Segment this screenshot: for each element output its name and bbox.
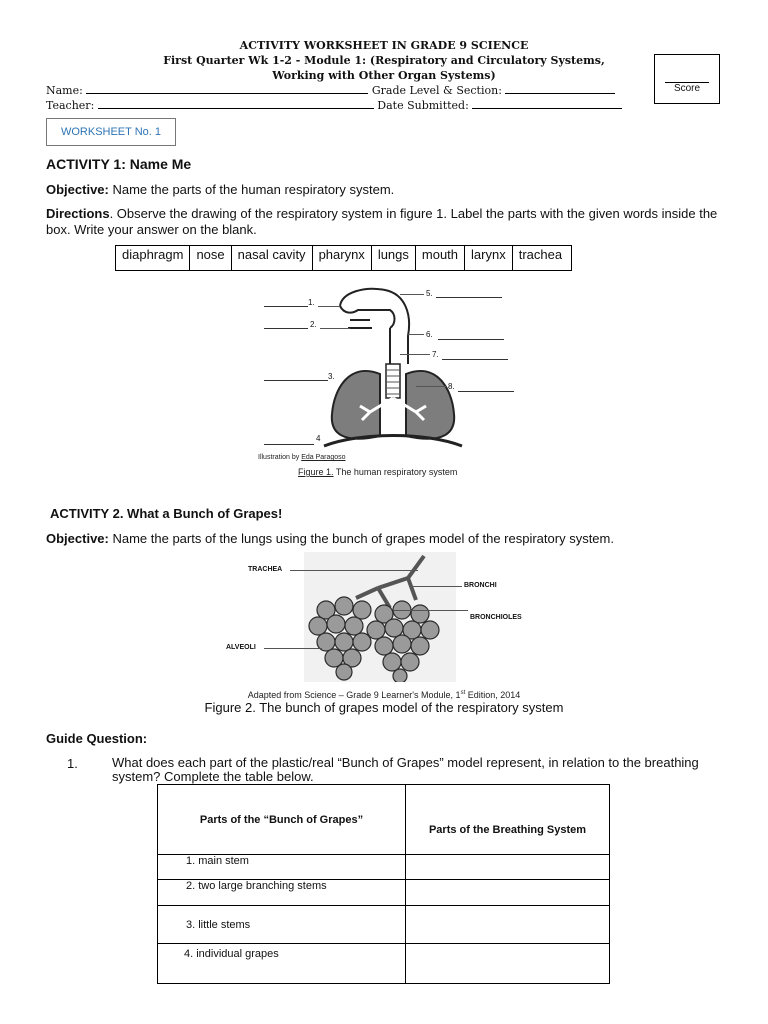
grapes-parts-table bbox=[157, 784, 610, 984]
grade-label: Grade Level & Section: bbox=[371, 84, 502, 97]
objective-text: Name the parts of the human respiratory system. bbox=[112, 182, 395, 197]
figure2-source bbox=[0, 690, 768, 700]
table-row bbox=[158, 906, 610, 944]
objective-text: Name the parts of the lungs using the bunch of grapes model of the respiratory system. bbox=[112, 531, 614, 546]
table-header-grapes: Parts of the “Bunch of Grapes” bbox=[158, 785, 406, 855]
label-6: 6. bbox=[426, 330, 433, 339]
label-7: 7. bbox=[432, 350, 439, 359]
table-cell-grapes-part: 4. individual grapes bbox=[158, 944, 406, 984]
label-alveoli: ALVEOLI bbox=[226, 644, 256, 651]
table-cell-grapes-part: 1. main stem bbox=[158, 855, 406, 880]
source-sup: st bbox=[460, 690, 466, 696]
directions-text: . Observe the drawing of the respiratory system in figure 1. Label the parts with the given words inside the box. Write your answer on the blank. bbox=[46, 206, 718, 237]
guide-question-text: What does each part of the plastic/real “Bunch of Grapes” model represent, in relation to the breathing system? Complete the table below. bbox=[112, 755, 699, 784]
table-header-breathing: Parts of the Breathing System bbox=[406, 785, 610, 855]
word-bank-item: diaphragm bbox=[116, 246, 190, 271]
score-box[interactable] bbox=[654, 54, 720, 104]
label-8: 8. bbox=[448, 382, 455, 391]
pointer-line bbox=[400, 354, 430, 355]
guide-question-number: 1. bbox=[67, 756, 78, 771]
pointer-line bbox=[394, 610, 468, 611]
word-bank-item: trachea bbox=[512, 246, 571, 271]
teacher-row bbox=[46, 98, 622, 112]
pointer-line bbox=[400, 294, 424, 295]
source-module: Grade 9 Learner's Module, 1 bbox=[346, 690, 461, 700]
word-bank-table bbox=[115, 245, 572, 271]
table-cell-grapes-part: 3. little stems bbox=[158, 906, 406, 944]
label-5: 5. bbox=[426, 289, 433, 298]
credit-name: Eda Paragoso bbox=[301, 454, 346, 461]
pointer-line bbox=[320, 328, 350, 329]
name-field[interactable] bbox=[86, 83, 368, 94]
answer-cell[interactable] bbox=[406, 906, 610, 944]
figure1-caption-label: Figure 1. bbox=[298, 467, 334, 477]
objective-label: Objective: bbox=[46, 182, 109, 197]
figure1-credit bbox=[258, 454, 346, 461]
answer-blank-8[interactable] bbox=[458, 391, 514, 392]
activity1-title: ACTIVITY 1: Name Me bbox=[46, 156, 192, 172]
activity1-objective bbox=[46, 182, 394, 198]
answer-blank-7[interactable] bbox=[442, 359, 508, 360]
answer-blank-4[interactable] bbox=[264, 444, 314, 445]
pointer-line bbox=[318, 306, 340, 307]
answer-blank-3[interactable] bbox=[264, 380, 328, 381]
answer-blank-5[interactable] bbox=[436, 297, 502, 298]
label-bronchi: BRONCHI bbox=[464, 582, 497, 589]
word-bank-item: lungs bbox=[371, 246, 415, 271]
word-bank-item: pharynx bbox=[312, 246, 371, 271]
teacher-label: Teacher: bbox=[46, 99, 95, 112]
name-label: Name: bbox=[46, 84, 83, 97]
worksheet-title: ACTIVITY WORKSHEET IN GRADE 9 SCIENCE bbox=[239, 39, 529, 52]
label-3: 3. bbox=[328, 372, 335, 381]
figure1-caption bbox=[298, 467, 457, 477]
pointer-line bbox=[408, 334, 424, 335]
date-label: Date Submitted: bbox=[377, 99, 469, 112]
score-label: Score bbox=[673, 83, 701, 94]
guide-question-title: Guide Question: bbox=[46, 731, 148, 746]
activity2-objective bbox=[46, 531, 614, 547]
label-1: 1. bbox=[308, 298, 315, 307]
word-bank-item: nasal cavity bbox=[231, 246, 312, 271]
label-bronchioles: BRONCHIOLES bbox=[470, 614, 522, 621]
respiratory-diagram bbox=[240, 284, 530, 454]
pointer-line bbox=[412, 586, 462, 587]
objective-label: Objective: bbox=[46, 531, 109, 546]
teacher-field[interactable] bbox=[98, 98, 374, 109]
date-field[interactable] bbox=[472, 98, 622, 109]
answer-cell[interactable] bbox=[406, 855, 610, 880]
activity2-title: ACTIVITY 2. What a Bunch of Grapes! bbox=[50, 506, 283, 521]
grapes-image bbox=[304, 552, 456, 682]
table-row bbox=[158, 880, 610, 906]
table-cell-grapes-part: 2. two large branching stems bbox=[158, 880, 406, 906]
label-4: 4 bbox=[316, 434, 321, 443]
answer-cell[interactable] bbox=[406, 880, 610, 906]
pointer-line bbox=[416, 386, 446, 387]
worksheet-subtitle-2: Working with Other Organ Systems) bbox=[272, 69, 496, 82]
figure2-caption: Figure 2. The bunch of grapes model of the respiratory system bbox=[204, 700, 564, 715]
figure2-grapes-model bbox=[224, 552, 536, 682]
worksheet-subtitle: First Quarter Wk 1-2 - Module 1: (Respiratory and Circulatory Systems, bbox=[163, 54, 605, 67]
word-bank-item: mouth bbox=[415, 246, 464, 271]
figure1-caption-text: The human respiratory system bbox=[333, 467, 458, 477]
source-suffix: Edition, 2014 bbox=[465, 690, 521, 700]
word-bank-item: nose bbox=[190, 246, 231, 271]
answer-blank-6[interactable] bbox=[438, 339, 504, 340]
label-2: 2. bbox=[310, 320, 317, 329]
figure1-respiratory-system bbox=[240, 284, 530, 484]
name-row bbox=[46, 83, 615, 97]
activity1-directions bbox=[46, 206, 736, 238]
pointer-line bbox=[264, 648, 322, 649]
answer-cell[interactable] bbox=[406, 944, 610, 984]
word-bank-item: larynx bbox=[465, 246, 513, 271]
credit-prefix: Illustration by bbox=[258, 454, 302, 461]
answer-blank-2[interactable] bbox=[264, 328, 308, 329]
table-row bbox=[158, 855, 610, 880]
answer-blank-1[interactable] bbox=[264, 306, 308, 307]
directions-label: Directions bbox=[46, 206, 110, 221]
table-row bbox=[158, 944, 610, 984]
source-prefix: Adapted from Science – bbox=[247, 690, 347, 700]
grade-field[interactable] bbox=[505, 83, 615, 94]
label-trachea: TRACHEA bbox=[248, 566, 283, 573]
pointer-line bbox=[290, 570, 418, 571]
worksheet-number-box: WORKSHEET No. 1 bbox=[46, 118, 176, 146]
